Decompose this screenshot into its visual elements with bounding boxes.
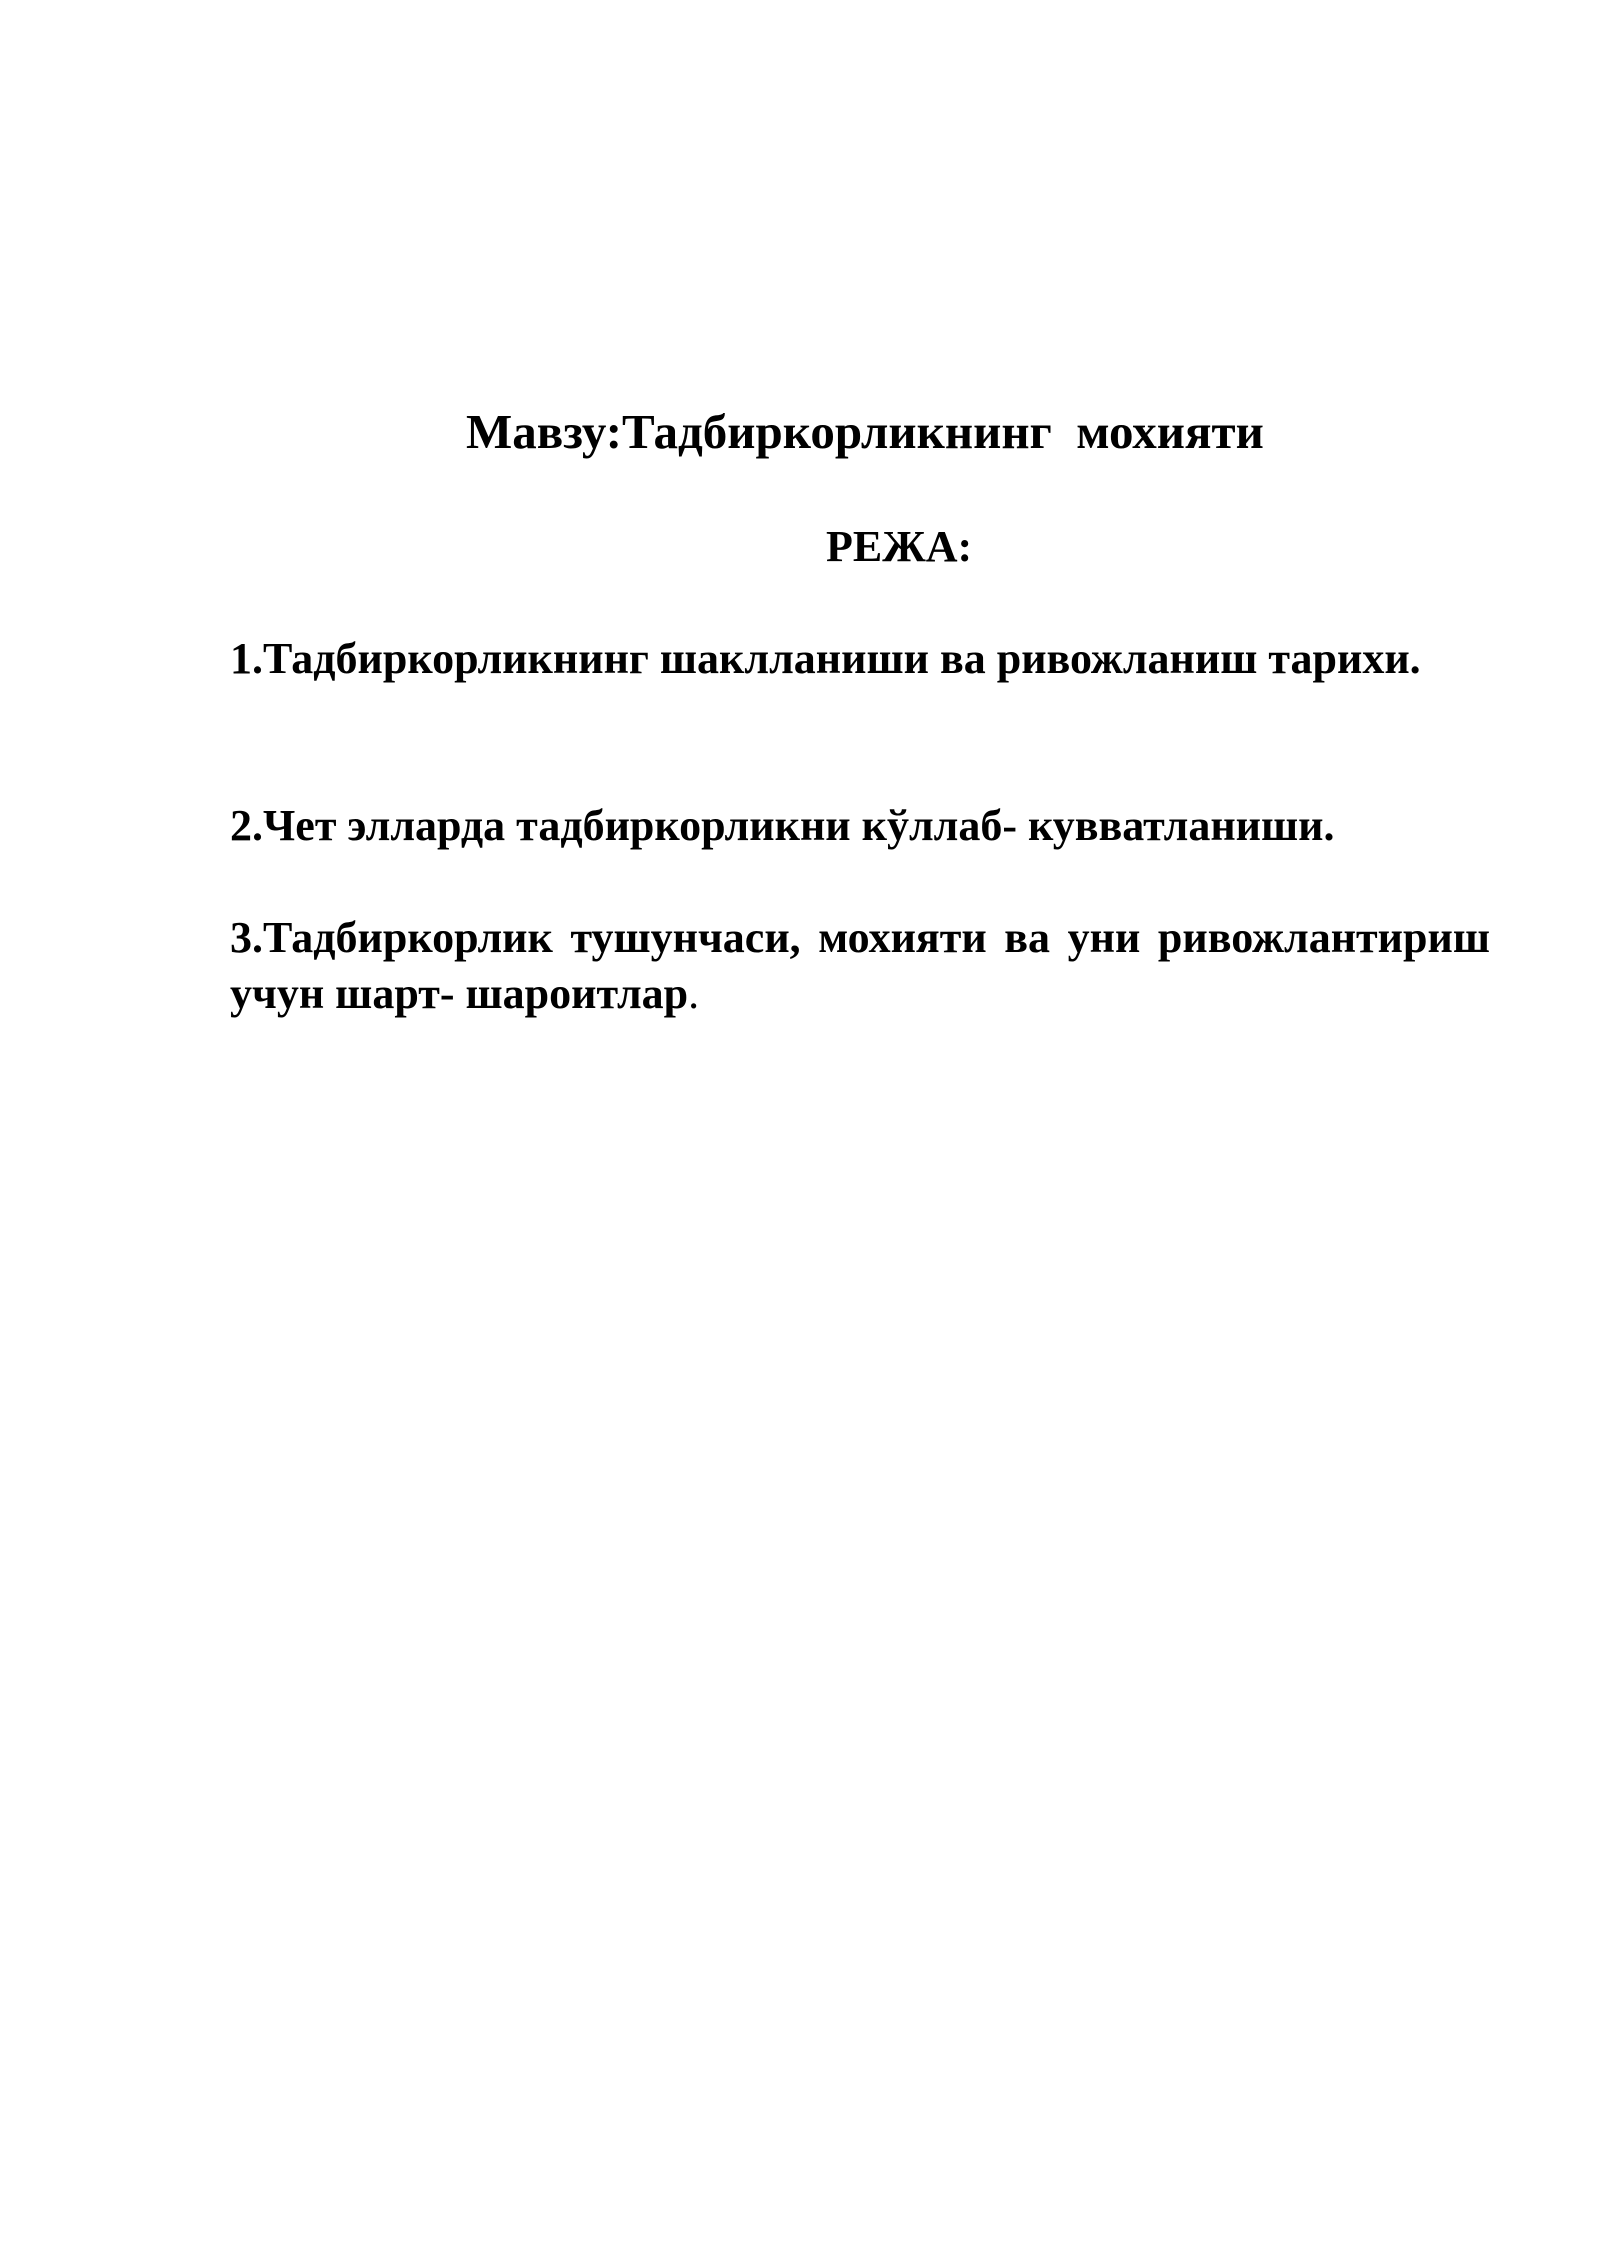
plan-heading: РЕЖА: <box>826 522 973 571</box>
plan-item-2 <box>230 798 1490 854</box>
plan-item-2-text: 2.Чет элларда тадбиркорликни кўллаб- кувватланиши. <box>230 801 1335 850</box>
document-title: Мавзу:Тадбиркорликнинг мохияти <box>466 404 1264 459</box>
plan-item-3-period: . <box>688 969 700 1018</box>
plan-item-3-text: 3.Тадбиркорлик тушунчаси, мохияти ва уни ривожлантириш учун шарт- шароитлар <box>230 913 1490 1018</box>
plan-item-1-text: 1.Тадбиркорликнинг шаклланиши ва ривожланиш тарихи. <box>230 634 1421 683</box>
plan-item-1 <box>230 631 1490 687</box>
plan-item-3 <box>230 910 1490 1022</box>
